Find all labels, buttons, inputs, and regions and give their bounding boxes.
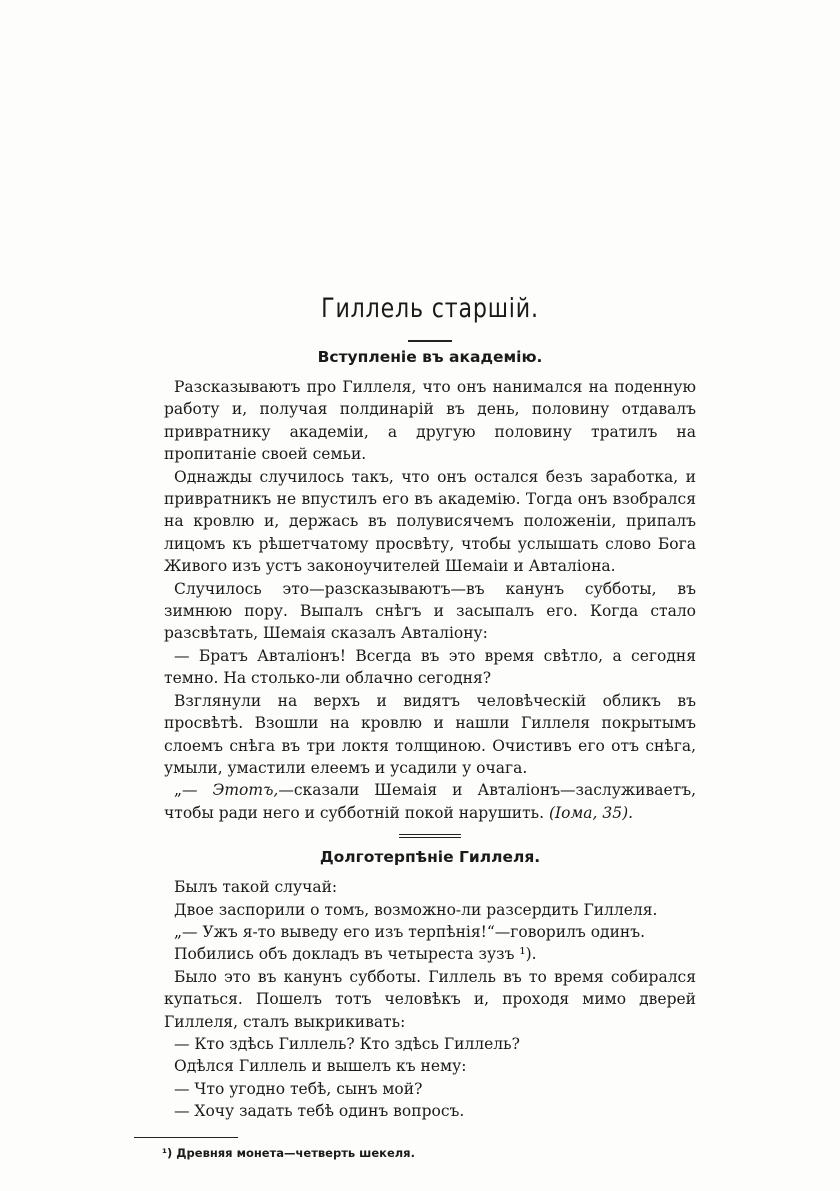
paragraph: Былъ такой случай: xyxy=(174,878,338,897)
dialogue-line: — Что угодно тебѣ, сынъ мой? xyxy=(174,1079,423,1098)
paragraph: Побились объ докладъ въ четыреста зузъ ¹). xyxy=(174,945,537,964)
title-divider xyxy=(408,340,452,342)
closing-quote xyxy=(164,779,696,824)
paragraph: Было это въ канунъ субботы. Гиллель въ то время собирался купаться. Пошелъ тотъ человѣкъ и, проходя мимо дверей Гиллеля, сталъ выкрикивать: xyxy=(164,967,696,1031)
page-content xyxy=(164,290,696,1160)
dialogue-line: „— Ужъ я-то выведу его изъ терпѣнія!“—говорилъ одинъ. xyxy=(174,922,646,941)
paragraph: Двое заспорили о томъ, возможно-ли разсердить Гиллеля. xyxy=(174,900,658,919)
citation: (Іома, 35). xyxy=(548,803,634,822)
open-quote: „— xyxy=(174,781,213,800)
section-divider xyxy=(399,834,461,838)
dialogue-line: — Братъ Авталіонъ! Всегда въ это время свѣтло, а сегодня темно. На столько-ли облачно сегодня? xyxy=(164,646,696,688)
closing-text: —сказали Шемаія и Авталіонъ—заслуживаетъ, чтобы ради него и субботній покой нарушить. xyxy=(164,781,696,822)
dialogue-line: — Хочу задать тебѣ одинъ вопросъ. xyxy=(174,1102,465,1121)
paragraph: Взглянули на верхъ и видятъ человѣческій обликъ въ просвѣтѣ. Взошли на кровлю и нашли Гиллеля покрытымъ слоемъ снѣга въ три локтя толщиною. Очистивъ его отъ снѣга, умыли, умастили елеемъ и усадили у очага. xyxy=(164,691,696,777)
footnote-divider xyxy=(134,1137,238,1138)
section-heading-academy: Вступленіе въ академію. xyxy=(317,348,543,366)
italic-word: Этотъ, xyxy=(212,781,279,800)
section-heading-patience: Долготерпѣніе Гиллеля. xyxy=(319,848,541,867)
page-title: Гиллель старшій. xyxy=(321,293,539,324)
paragraph: Разсказываютъ про Гиллеля, что онъ нанимался на поденную работу и, получая полдинарій въ день, половину отдавалъ привратнику академіи, а другую половину тратилъ на пропитаніе своей семьи. xyxy=(164,378,696,464)
paragraph: Однажды случилось такъ, что онъ остался безъ заработка, и привратникъ не впустилъ его въ академію. Тогда онъ взобрался на кровлю и, держась въ полувисячемъ положеніи, припалъ лицомъ къ рѣшетчатому просвѣту, чтобы услышать слово Бога Живого изъ устъ законоучителей Шемаіи и Авталіона. xyxy=(164,467,696,576)
paragraph: Случилось это—разсказываютъ—въ канунъ субботы, въ зимнюю пору. Выпалъ снѣгъ и засыпалъ его. Когда стало разсвѣтать, Шемаія сказалъ Авталіону: xyxy=(164,579,696,643)
dialogue-line: — Кто здѣсь Гиллель? Кто здѣсь Гиллель? xyxy=(174,1034,520,1053)
paragraph: Одѣлся Гиллель и вышелъ къ нему: xyxy=(174,1057,467,1076)
footnote: ¹) Древняя монета—четверть шекеля. xyxy=(162,1145,415,1160)
